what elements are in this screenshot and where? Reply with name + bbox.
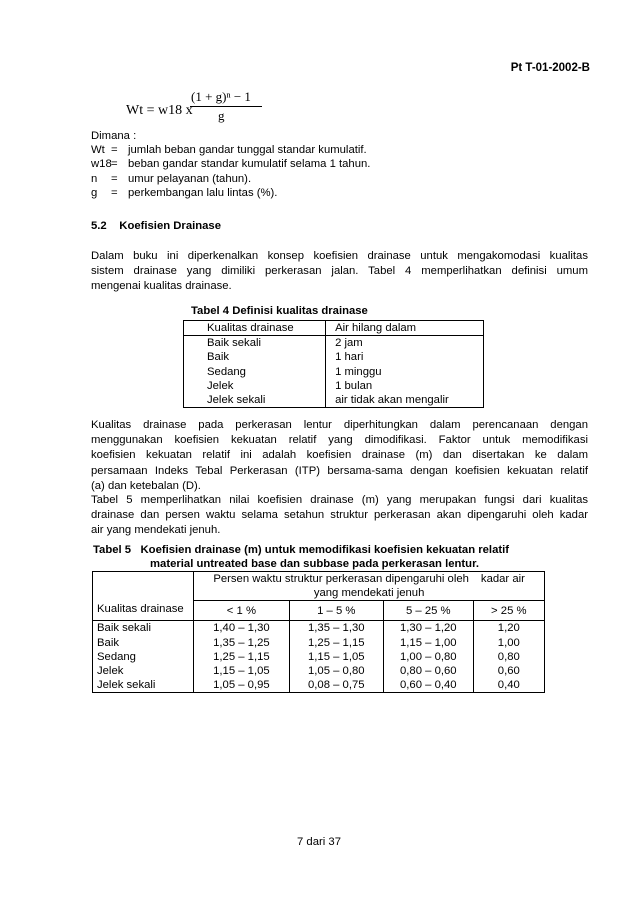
paragraph-line: menggunakan koefisien kekuatan relatif yang dimodifikasi. Faktor untuk memodifikasi (91, 434, 588, 447)
cell-line: Jelek sekali (207, 394, 266, 407)
table-row (93, 621, 545, 693)
table-header: > 25 % (473, 601, 544, 621)
paragraph-line: Kualitas drainase pada perkerasan lentur diperhitungkan dalam perencanaan dengan (91, 419, 588, 431)
cell-line: 0,80 (497, 650, 520, 663)
definition-symbol: w18 (91, 158, 112, 171)
paragraph-line: sistem drainase yang dimiliki perkerasan jalan. Tabel 4 memperlihatkan definisi umum (91, 265, 588, 278)
definition-equals: = (111, 158, 118, 171)
cell-line: Sedang (97, 650, 136, 663)
cell-line: 0,60 – 0,40 (400, 679, 457, 692)
cell-line: 1,05 – 0,95 (213, 679, 270, 692)
cell-line: 1,20 (497, 622, 520, 635)
table-header: 5 – 25 % (383, 601, 473, 621)
table-header: Kualitas drainase (93, 572, 194, 621)
cell-line: 1,15 – 1,05 (213, 665, 270, 678)
table4 (183, 320, 484, 408)
cell-line: 1,40 – 1,30 (213, 622, 270, 635)
table-header (194, 572, 545, 601)
table-header: < 1 % (194, 601, 289, 621)
definition-item (91, 143, 370, 157)
paragraph-line: air yang mendekati jenuh. (91, 524, 221, 537)
table-cell (326, 336, 484, 408)
cell-line: 1,00 (497, 636, 520, 649)
cell-line: Jelek sekali (97, 679, 156, 692)
paragraph-line: (a) dan ketebalan (D). (91, 479, 201, 492)
cell-line: 1,00 – 0,80 (400, 650, 457, 663)
table-header-row (93, 572, 545, 601)
paragraph-line: drainase dan persen waktu selama setahun struktur perkerasan akan dipengaruhi oleh kadar (91, 509, 588, 522)
caption-line: Tabel 5 Koefisien drainase (m) untuk memodifikasi koefisien kekuatan relatif (93, 544, 510, 556)
cell-line: 1,25 – 1,15 (213, 650, 270, 663)
definition-item (91, 186, 370, 200)
table-header-row (184, 321, 484, 336)
cell-line: Sedang (207, 365, 246, 378)
paragraph-drainage (91, 418, 588, 494)
table-cell (184, 336, 326, 408)
cell-line: Baik (97, 636, 119, 649)
definition-text: beban gandar standar kumulatif selama 1 tahun. (128, 158, 371, 171)
paragraph-line: Dalam buku ini diperkenalkan konsep koefisien drainase untuk mengakomodasi kualitas (91, 250, 588, 262)
section-title: Koefisien Drainase (119, 220, 221, 232)
table-header: Air hilang dalam (326, 321, 484, 336)
formula-denominator: g (218, 108, 225, 123)
table-cell (289, 621, 383, 693)
cell-line: 1,15 – 1,00 (400, 636, 457, 649)
document-code: Pt T-01-2002-B (510, 62, 590, 74)
definition-symbol: Wt (91, 144, 105, 157)
section-heading (91, 220, 221, 232)
table-cell (93, 621, 194, 693)
definition-item (91, 157, 370, 171)
cell-line: Baik sekali (97, 622, 151, 635)
cell-line: 1 bulan (335, 379, 373, 392)
definition-text: jumlah beban gandar tunggal standar kumulatif. (128, 144, 367, 157)
group-header-line: yang mendekati jenuh (313, 587, 425, 600)
definition-equals: = (111, 172, 118, 185)
paragraph-line: koefisien kekuatan relatif ini adalah koefisien drainase (m) dan disertakan ke dalam (91, 449, 588, 462)
page-number: 7 dari 37 (297, 836, 341, 848)
definitions (91, 129, 370, 200)
table-header: 1 – 5 % (289, 601, 383, 621)
cell-line: 1,30 – 1,20 (400, 622, 457, 635)
table5-caption (93, 544, 509, 571)
paragraph-line: persamaan Indeks Tebal Perkerasan (ITP) bersama-sama dengan koefisien kekuatan relatif (91, 464, 588, 477)
definition-text: perkembangan lalu lintas (%). (128, 186, 278, 199)
table-cell (194, 621, 289, 693)
cell-line: air tidak akan mengalir (335, 394, 449, 407)
formula-lhs: Wt = w18 x (126, 103, 193, 118)
definition-symbol: g (91, 186, 98, 199)
cell-line: 2 jam (335, 337, 363, 350)
table5 (92, 571, 545, 693)
definition-text: umur pelayanan (tahun). (128, 172, 252, 185)
paragraph-intro (91, 249, 588, 295)
definition-equals: = (111, 144, 118, 157)
cell-line: 1 hari (335, 351, 364, 364)
group-header-text: Persen waktu struktur perkerasan dipengaruhi oleh (213, 573, 469, 585)
paragraph-line: Tabel 5 memperlihatkan nilai koefisien drainase (m) yang merupakan fungsi dari kualitas (91, 494, 588, 506)
cell-line: 0,40 (497, 679, 520, 692)
definition-symbol: n (91, 172, 98, 185)
caption-line: material untreated base dan subbase pada perkerasan lentur. (150, 557, 479, 570)
group-header-text: kadar air (480, 573, 525, 585)
cell-line: 1,05 – 0,80 (308, 665, 365, 678)
table4-caption: Tabel 4 Definisi kualitas drainase (191, 305, 368, 317)
table-row (184, 336, 484, 408)
cell-line: 1,25 – 1,15 (308, 636, 365, 649)
fraction-bar (190, 106, 262, 107)
table-cell (473, 621, 544, 693)
definitions-intro: Dimana : (91, 130, 137, 142)
cell-line: Baik sekali (207, 337, 261, 350)
definition-item (91, 172, 370, 186)
table-cell (383, 621, 473, 693)
cell-line: 1 minggu (335, 365, 382, 378)
formula (118, 89, 278, 132)
cell-line: 0,60 (497, 665, 520, 678)
paragraph-table5-intro (91, 493, 588, 539)
table-header: Kualitas drainase (184, 321, 326, 336)
cell-line: 1,35 – 1,25 (213, 636, 270, 649)
formula-numerator: (1 + g)ⁿ − 1 (191, 89, 251, 104)
cell-line: 0,80 – 0,60 (400, 665, 457, 678)
definition-equals: = (111, 186, 118, 199)
group-header-line (194, 572, 544, 586)
paragraph-line: mengenai kualitas drainase. (91, 280, 232, 293)
cell-line: Jelek (207, 379, 234, 392)
cell-line: Jelek (97, 665, 124, 678)
cell-line: 1,35 – 1,30 (308, 622, 365, 635)
cell-line: 1,15 – 1,05 (308, 650, 365, 663)
section-number: 5.2 (91, 220, 107, 232)
cell-line: Baik (207, 351, 229, 364)
cell-line: 0,08 – 0,75 (308, 679, 365, 692)
